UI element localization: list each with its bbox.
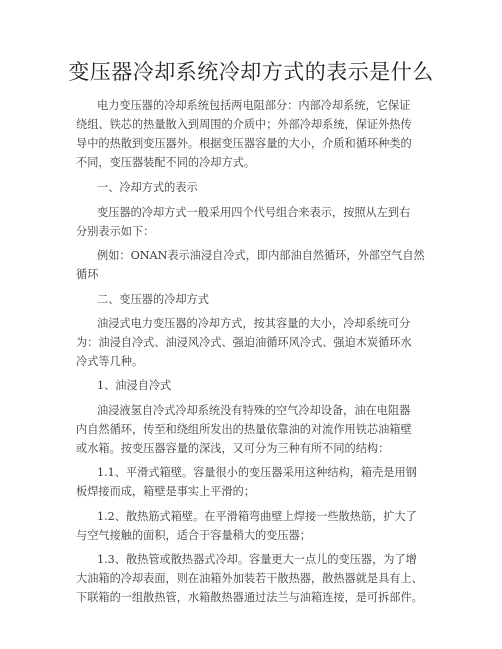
paragraph-line: 下联箱的一组散热管，水箱散热器通过法兰与油箱连接，是可拆部件。: [76, 591, 423, 604]
paragraph-line: 油浸式电力变压器的冷却方式，按其容量的大小，冷却系统可分: [97, 317, 411, 330]
paragraph-line: 绕组、铁芯的热量散入到周围的介质中；外部冷却系统，保证外热传: [76, 118, 412, 131]
section-heading: 一、冷却方式的表示: [97, 181, 198, 194]
paragraph-line: 板焊接而成，箱壁是事实上平滑的；: [76, 485, 256, 498]
paragraph-line: 例如：ONAN表示油浸自冷式，即内部油自然循环，外部空气自然: [97, 249, 425, 262]
paragraph-line: 内自然循环，传至和绕组所发出的热量依靠油的对流作用铁芯油箱壁: [76, 423, 412, 436]
section-heading: 二、变压器的冷却方式: [97, 293, 209, 306]
paragraph-line: 为：油浸自冷式、油浸风冷式、强迫油循环风冷式、强迫木炭循环水: [76, 336, 412, 349]
paragraph-line: 导中的热散到变压器外。根据变压器容量的大小，介质和循环种类的: [76, 137, 412, 150]
paragraph-line: 1.2、散热筋式箱壁。在平滑箱弯曲壁上焊接一些散热筋，扩大了: [97, 510, 417, 523]
paragraph-line: 分别表示如下：: [76, 225, 155, 238]
paragraph-line: 油浸液氢自冷式冷却系统没有特殊的空气冷却设备，油在电阻器: [97, 404, 411, 417]
paragraph-line: 循环: [76, 268, 99, 281]
paragraph-line: 不同，变压器装配不同的冷却方式。: [76, 156, 256, 169]
document-title: 变压器冷却系统冷却方式的表示是什么: [68, 60, 434, 84]
paragraph-line: 大油箱的冷却表面，则在油箱外加装若干散热器，散热器就是具有上、: [76, 572, 423, 585]
paragraph-line: 或水箱。按变压器容量的深浅，又可分为三种有所不同的结构：: [76, 442, 390, 455]
paragraph-line: 电力变压器的冷却系统包括两电阻部分：内部冷却系统，它保证: [97, 99, 411, 112]
paragraph-line: 变压器的冷却方式一般采用四个代号组合来表示，按照从左到右: [97, 206, 411, 219]
subsection-heading: 1、油浸自冷式: [97, 379, 172, 392]
paragraph-line: 与空气接触的面积，适合于容量稍大的变压器；: [76, 529, 311, 542]
paragraph-line: 冷式等几种。: [76, 355, 144, 368]
paragraph-line: 1.3、散热管或散热器式冷却。容量更大一点儿的变压器，为了增: [97, 553, 417, 566]
paragraph-line: 1.1、平滑式箱壁。容量很小的变压器采用这种结构，箱壳是用钢: [97, 466, 417, 479]
